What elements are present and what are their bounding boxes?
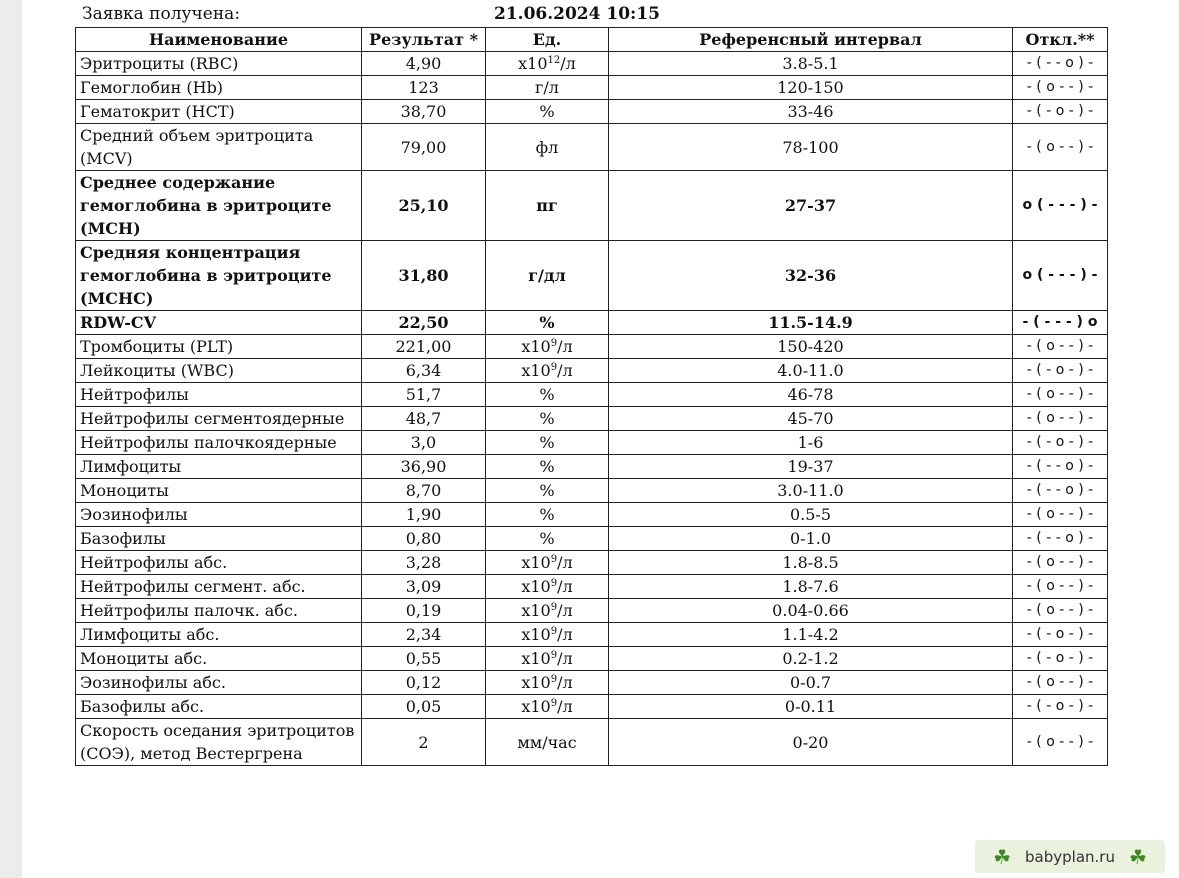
unit-tail: /л (557, 625, 573, 644)
deviation-cell: - ( o - - ) - (1013, 335, 1108, 359)
unit-base: x10 (521, 601, 551, 620)
unit-exponent: 9 (550, 698, 558, 709)
request-header (82, 4, 1122, 26)
test-name-cell: Тромбоциты (PLT) (76, 335, 362, 359)
deviation-cell: - ( - o - ) - (1013, 695, 1108, 719)
deviation-cell: - ( o - - ) - (1013, 671, 1108, 695)
deviation-cell: - ( - o - ) - (1013, 623, 1108, 647)
unit-cell: % (486, 455, 609, 479)
clover-icon: ☘ (993, 844, 1012, 869)
reference-cell: 46-78 (609, 383, 1013, 407)
reference-cell: 0.2-1.2 (609, 647, 1013, 671)
unit-cell (486, 695, 609, 719)
result-cell: 8,70 (362, 479, 486, 503)
reference-cell: 33-46 (609, 100, 1013, 124)
result-cell: 38,70 (362, 100, 486, 124)
deviation-cell: o ( - - - ) - (1013, 171, 1108, 241)
result-cell: 0,55 (362, 647, 486, 671)
unit-cell (486, 359, 609, 383)
unit-cell: % (486, 311, 609, 335)
table-row (76, 171, 1108, 241)
deviation-cell: - ( o - - ) - (1013, 719, 1108, 766)
table-row (76, 431, 1108, 455)
test-name-cell: Эритроциты (RBC) (76, 52, 362, 76)
reference-cell: 0-20 (609, 719, 1013, 766)
result-cell: 3,0 (362, 431, 486, 455)
result-cell: 4,90 (362, 52, 486, 76)
deviation-cell: - ( - o - ) - (1013, 359, 1108, 383)
table-row (76, 551, 1108, 575)
table-row (76, 575, 1108, 599)
col-header-unit: Ед. (486, 28, 609, 52)
result-cell: 6,34 (362, 359, 486, 383)
unit-cell: пг (486, 171, 609, 241)
unit-cell: % (486, 407, 609, 431)
deviation-cell: - ( o - - ) - (1013, 551, 1108, 575)
table-row (76, 359, 1108, 383)
deviation-cell: - ( - - o ) - (1013, 479, 1108, 503)
test-name-cell: Нейтрофилы сегментоядерные (76, 407, 362, 431)
unit-tail: /л (557, 553, 573, 572)
test-name-cell: Лимфоциты (76, 455, 362, 479)
reference-cell: 19-37 (609, 455, 1013, 479)
result-cell: 51,7 (362, 383, 486, 407)
unit-base: x10 (521, 625, 551, 644)
reference-cell: 78-100 (609, 124, 1013, 171)
unit-exponent: 9 (550, 674, 558, 685)
reference-cell: 1.8-7.6 (609, 575, 1013, 599)
table-row (76, 695, 1108, 719)
unit-base: x10 (521, 673, 551, 692)
result-cell: 2 (362, 719, 486, 766)
unit-base: x10 (521, 577, 551, 596)
unit-cell (486, 623, 609, 647)
test-name-cell: Лимфоциты абс. (76, 623, 362, 647)
reference-cell: 150-420 (609, 335, 1013, 359)
table-row (76, 503, 1108, 527)
unit-cell (486, 52, 609, 76)
reference-cell: 1.8-8.5 (609, 551, 1013, 575)
col-header-result: Результат * (362, 28, 486, 52)
unit-tail: /л (557, 697, 573, 716)
clover-icon: ☘ (1128, 844, 1147, 869)
unit-cell: фл (486, 124, 609, 171)
result-cell: 221,00 (362, 335, 486, 359)
reference-cell: 0-0.7 (609, 671, 1013, 695)
table-row (76, 311, 1108, 335)
unit-cell (486, 647, 609, 671)
unit-exponent: 9 (550, 626, 558, 637)
deviation-cell: - ( - - o ) - (1013, 527, 1108, 551)
test-name-cell: Нейтрофилы палочкоядерные (76, 431, 362, 455)
unit-base: x10 (521, 337, 551, 356)
result-cell: 48,7 (362, 407, 486, 431)
table-row (76, 647, 1108, 671)
test-name-cell: Нейтрофилы абс. (76, 551, 362, 575)
result-cell: 79,00 (362, 124, 486, 171)
received-label: Заявка получена: (82, 4, 241, 24)
test-name-cell: Гематокрит (HCT) (76, 100, 362, 124)
result-cell: 0,19 (362, 599, 486, 623)
unit-tail: /л (557, 337, 573, 356)
deviation-cell: - ( o - - ) - (1013, 575, 1108, 599)
unit-exponent: 9 (550, 578, 558, 589)
result-cell: 2,34 (362, 623, 486, 647)
reference-cell: 45-70 (609, 407, 1013, 431)
test-name-cell: Моноциты (76, 479, 362, 503)
unit-tail: /л (557, 361, 573, 380)
deviation-cell: - ( o - - ) - (1013, 599, 1108, 623)
table-row (76, 455, 1108, 479)
unit-cell (486, 599, 609, 623)
table-row (76, 671, 1108, 695)
table-row (76, 100, 1108, 124)
reference-cell: 120-150 (609, 76, 1013, 100)
watermark-text: babyplan.ru (1025, 847, 1115, 866)
table-row (76, 383, 1108, 407)
result-cell: 22,50 (362, 311, 486, 335)
test-name-cell: Нейтрофилы сегмент. абс. (76, 575, 362, 599)
test-name-cell: Средняя концентрация гемоглобина в эритроците (MCHC) (76, 241, 362, 311)
deviation-cell: - ( - - - ) o (1013, 311, 1108, 335)
test-name-cell: Скорость оседания эритроцитов (СОЭ), метод Вестергрена (76, 719, 362, 766)
results-table (75, 27, 1108, 766)
unit-cell: г/л (486, 76, 609, 100)
col-header-reference: Референсный интервал (609, 28, 1013, 52)
result-cell: 3,09 (362, 575, 486, 599)
test-name-cell: Нейтрофилы (76, 383, 362, 407)
unit-base: x10 (521, 553, 551, 572)
reference-cell: 0.5-5 (609, 503, 1013, 527)
deviation-cell: o ( - - - ) - (1013, 241, 1108, 311)
reference-cell: 3.8-5.1 (609, 52, 1013, 76)
received-datetime: 21.06.2024 10:15 (494, 4, 660, 24)
unit-tail: /л (557, 601, 573, 620)
unit-base: x10 (518, 54, 548, 73)
unit-tail: /л (557, 649, 573, 668)
test-name-cell: Лейкоциты (WBC) (76, 359, 362, 383)
reference-cell: 27-37 (609, 171, 1013, 241)
col-header-name: Наименование (76, 28, 362, 52)
unit-tail: /л (557, 577, 573, 596)
reference-cell: 32-36 (609, 241, 1013, 311)
test-name-cell: Средний объем эритроцита (MCV) (76, 124, 362, 171)
reference-cell: 4.0-11.0 (609, 359, 1013, 383)
unit-cell: % (486, 431, 609, 455)
table-row (76, 407, 1108, 431)
table-row (76, 623, 1108, 647)
unit-tail: /л (560, 54, 576, 73)
table-row (76, 76, 1108, 100)
deviation-cell: - ( - - o ) - (1013, 52, 1108, 76)
reference-cell: 0.04-0.66 (609, 599, 1013, 623)
table-row (76, 719, 1108, 766)
test-name-cell: Среднее содержание гемоглобина в эритроците (MCH) (76, 171, 362, 241)
deviation-cell: - ( o - - ) - (1013, 503, 1108, 527)
unit-cell (486, 575, 609, 599)
table-row (76, 124, 1108, 171)
watermark-badge (975, 840, 1165, 873)
test-name-cell: Базофилы (76, 527, 362, 551)
result-cell: 0,05 (362, 695, 486, 719)
test-name-cell: RDW-CV (76, 311, 362, 335)
deviation-cell: - ( o - - ) - (1013, 383, 1108, 407)
reference-cell: 0-1.0 (609, 527, 1013, 551)
result-cell: 123 (362, 76, 486, 100)
reference-cell: 1.1-4.2 (609, 623, 1013, 647)
unit-cell: % (486, 527, 609, 551)
unit-exponent: 9 (550, 362, 558, 373)
result-cell: 1,90 (362, 503, 486, 527)
unit-base: x10 (521, 361, 551, 380)
reference-cell: 1-6 (609, 431, 1013, 455)
deviation-cell: - ( - o - ) - (1013, 431, 1108, 455)
table-header-row (76, 28, 1108, 52)
unit-cell: % (486, 383, 609, 407)
unit-exponent: 12 (547, 55, 561, 66)
unit-exponent: 9 (550, 338, 558, 349)
deviation-cell: - ( - o - ) - (1013, 647, 1108, 671)
test-name-cell: Гемоглобин (Hb) (76, 76, 362, 100)
table-row (76, 599, 1108, 623)
document-page (22, 0, 1179, 878)
unit-cell: мм/час (486, 719, 609, 766)
test-name-cell: Эозинофилы абс. (76, 671, 362, 695)
result-cell: 31,80 (362, 241, 486, 311)
unit-cell: % (486, 503, 609, 527)
result-cell: 36,90 (362, 455, 486, 479)
reference-cell: 11.5-14.9 (609, 311, 1013, 335)
deviation-cell: - ( o - - ) - (1013, 407, 1108, 431)
reference-cell: 0-0.11 (609, 695, 1013, 719)
deviation-cell: - ( - - o ) - (1013, 455, 1108, 479)
result-cell: 3,28 (362, 551, 486, 575)
deviation-cell: - ( o - - ) - (1013, 124, 1108, 171)
unit-cell (486, 671, 609, 695)
col-header-deviation: Откл.** (1013, 28, 1108, 52)
unit-cell: % (486, 100, 609, 124)
unit-exponent: 9 (550, 602, 558, 613)
table-row (76, 241, 1108, 311)
unit-cell (486, 335, 609, 359)
unit-cell: % (486, 479, 609, 503)
table-row (76, 479, 1108, 503)
test-name-cell: Эозинофилы (76, 503, 362, 527)
table-row (76, 52, 1108, 76)
deviation-cell: - ( - o - ) - (1013, 100, 1108, 124)
unit-tail: /л (557, 673, 573, 692)
reference-cell: 3.0-11.0 (609, 479, 1013, 503)
test-name-cell: Базофилы абс. (76, 695, 362, 719)
result-cell: 25,10 (362, 171, 486, 241)
table-row (76, 335, 1108, 359)
unit-cell (486, 551, 609, 575)
unit-exponent: 9 (550, 650, 558, 661)
test-name-cell: Нейтрофилы палочк. абс. (76, 599, 362, 623)
result-cell: 0,80 (362, 527, 486, 551)
unit-base: x10 (521, 697, 551, 716)
test-name-cell: Моноциты абс. (76, 647, 362, 671)
unit-cell: г/дл (486, 241, 609, 311)
unit-base: x10 (521, 649, 551, 668)
result-cell: 0,12 (362, 671, 486, 695)
deviation-cell: - ( o - - ) - (1013, 76, 1108, 100)
unit-exponent: 9 (550, 554, 558, 565)
table-row (76, 527, 1108, 551)
